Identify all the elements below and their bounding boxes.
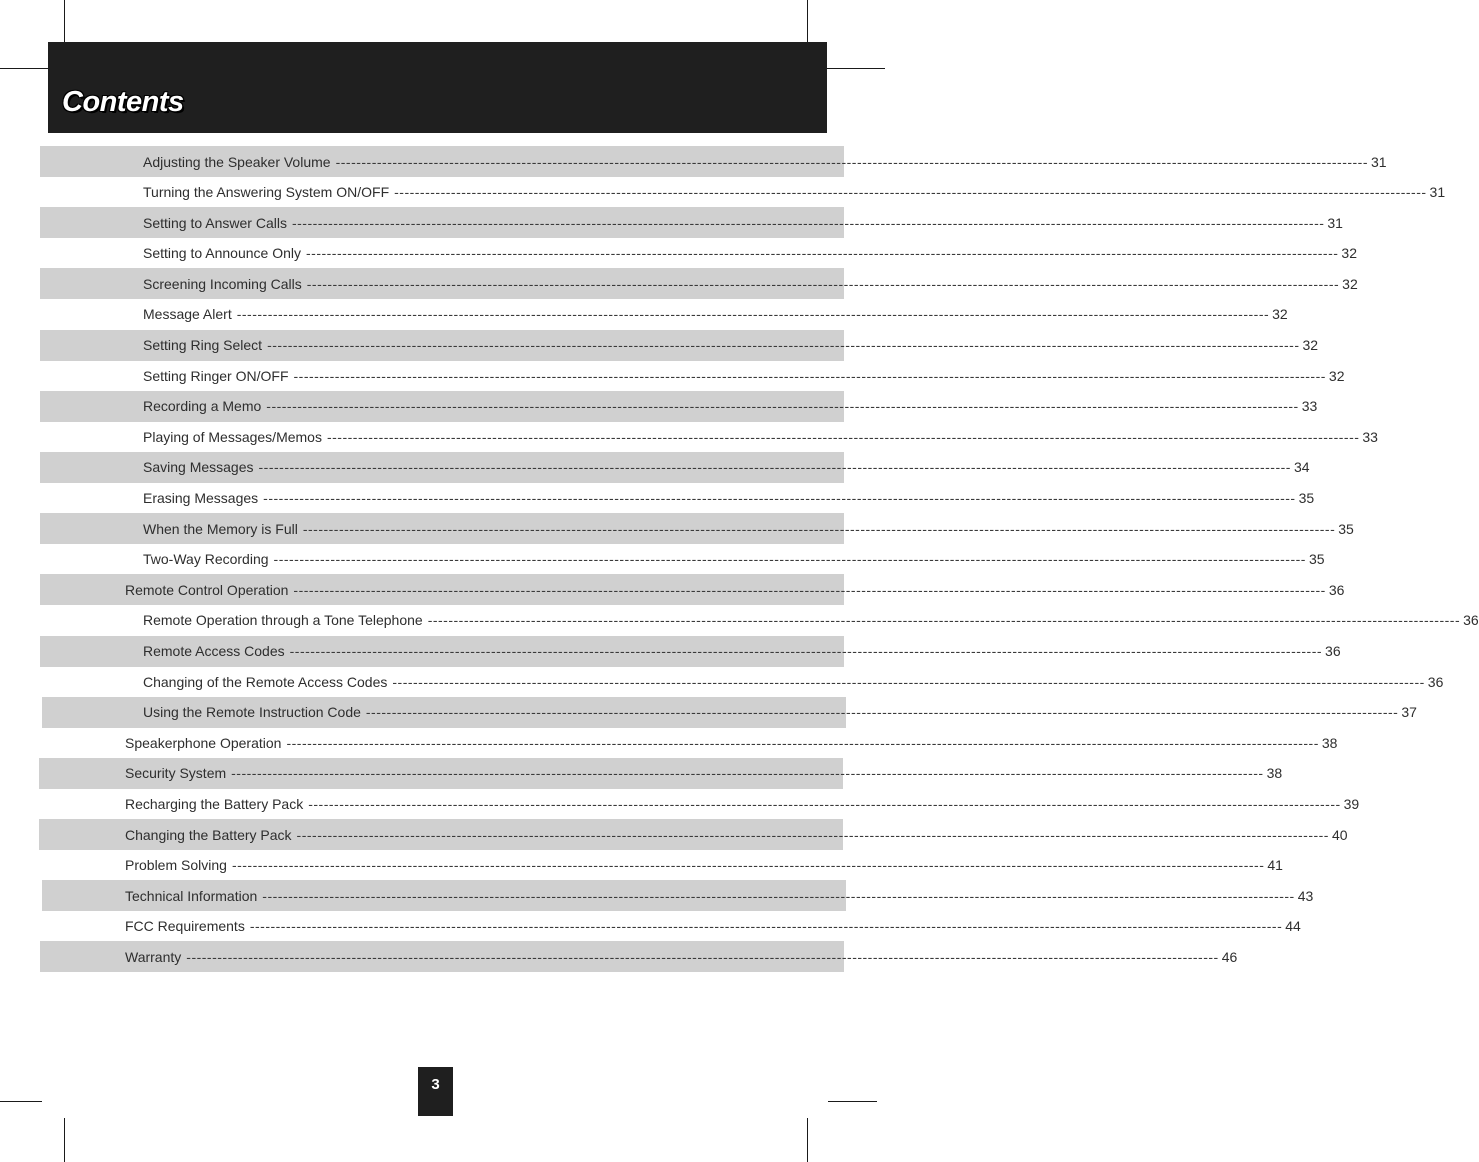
- toc-entry[interactable]: [143, 636, 1341, 667]
- toc-dot-leader: --------------------------------------------------------------------------------------------------------------------------------------------------------------------------------------------------------: [427, 612, 1461, 629]
- crop-mark-bottom-right-horizontal: [828, 1101, 877, 1102]
- toc-row: [0, 819, 1348, 850]
- crop-mark-top-right-horizontal: [827, 68, 885, 69]
- toc-row: [0, 880, 1314, 911]
- crop-mark-top-right-vertical: [807, 0, 808, 42]
- toc-row: [0, 574, 1345, 605]
- toc-entry-page: 32: [1272, 306, 1288, 323]
- crop-mark-bottom-left-vertical: [64, 1118, 65, 1162]
- page-title: Contents: [62, 86, 184, 118]
- toc-row: [0, 911, 1301, 942]
- toc-entry[interactable]: [143, 544, 1325, 575]
- toc-row: [0, 360, 1345, 391]
- toc-entry-label: Setting Ring Select: [143, 337, 263, 354]
- toc-row: [0, 421, 1378, 452]
- toc-row: [0, 758, 1283, 789]
- toc-entry-page: 35: [1338, 520, 1354, 537]
- toc-row: [0, 177, 1446, 208]
- toc-entry[interactable]: [125, 911, 1301, 942]
- toc-entry-page: 33: [1301, 398, 1318, 415]
- toc-entry-label: Security System: [125, 765, 227, 782]
- toc-entry[interactable]: [125, 941, 1238, 972]
- toc-dot-leader: --------------------------------------------------------------------------------------------------------------------------------------------------------------------------------------------------------: [249, 918, 1283, 935]
- toc-entry[interactable]: [125, 880, 1314, 911]
- toc-entry-label: Changing the Battery Pack: [125, 826, 292, 843]
- crop-mark-top-left-horizontal: [0, 68, 48, 69]
- toc-dot-leader: --------------------------------------------------------------------------------------------------------------------------------------------------------------------------------------------------------: [231, 857, 1265, 874]
- toc-entry[interactable]: [143, 452, 1310, 483]
- toc-entry-label: Problem Solving: [125, 857, 227, 874]
- toc-entry[interactable]: [143, 268, 1358, 299]
- toc-entry-page: 37: [1401, 704, 1417, 721]
- toc-row: [0, 268, 1358, 299]
- toc-dot-leader: --------------------------------------------------------------------------------------------------------------------------------------------------------------------------------------------------------: [291, 214, 1325, 231]
- toc-dot-leader: --------------------------------------------------------------------------------------------------------------------------------------------------------------------------------------------------------: [186, 948, 1219, 965]
- toc-entry[interactable]: [143, 697, 1417, 728]
- toc-entry-label: Playing of Messages/Memos: [143, 428, 322, 445]
- toc-dot-leader: --------------------------------------------------------------------------------------------------------------------------------------------------------------------------------------------------------: [231, 765, 1264, 782]
- toc-dot-leader: --------------------------------------------------------------------------------------------------------------------------------------------------------------------------------------------------------: [286, 734, 1319, 751]
- toc-entry[interactable]: [143, 483, 1315, 514]
- toc-row: [0, 544, 1325, 575]
- toc-entry-label: Setting to Answer Calls: [143, 214, 287, 231]
- toc-entry-label: Setting Ringer ON/OFF: [143, 367, 289, 384]
- toc-entry[interactable]: [125, 574, 1345, 605]
- toc-entry-page: 32: [1302, 337, 1319, 354]
- toc-entry-page: 36: [1463, 612, 1479, 629]
- toc-entry-label: Speakerphone Operation: [125, 734, 282, 751]
- toc-entry-page: 31: [1371, 153, 1387, 170]
- table-of-contents: [0, 146, 1479, 972]
- toc-entry-label: Message Alert: [143, 306, 232, 323]
- toc-row: [0, 207, 1343, 238]
- toc-entry-label: Screening Incoming Calls: [143, 275, 302, 292]
- toc-entry-label: Erasing Messages: [143, 490, 259, 507]
- toc-dot-leader: --------------------------------------------------------------------------------------------------------------------------------------------------------------------------------------------------------: [306, 245, 1339, 262]
- toc-entry-label: Saving Messages: [143, 459, 254, 476]
- toc-row: [0, 330, 1319, 361]
- crop-mark-bottom-right-vertical: [807, 1118, 808, 1162]
- toc-entry-page: 32: [1342, 275, 1358, 292]
- toc-entry-label: Changing of the Remote Access Codes: [143, 673, 388, 690]
- toc-row: [0, 146, 1387, 177]
- toc-row: [0, 636, 1341, 667]
- toc-entry[interactable]: [143, 330, 1319, 361]
- toc-dot-leader: --------------------------------------------------------------------------------------------------------------------------------------------------------------------------------------------------------: [326, 428, 1360, 445]
- toc-entry-page: 32: [1328, 367, 1345, 384]
- toc-entry-page: 35: [1298, 490, 1315, 507]
- toc-row: [0, 605, 1479, 636]
- toc-dot-leader: --------------------------------------------------------------------------------------------------------------------------------------------------------------------------------------------------------: [273, 551, 1306, 568]
- toc-entry[interactable]: [125, 727, 1338, 758]
- toc-entry-label: Remote Control Operation: [125, 581, 289, 598]
- toc-entry[interactable]: [143, 421, 1378, 452]
- toc-dot-leader: --------------------------------------------------------------------------------------------------------------------------------------------------------------------------------------------------------: [296, 826, 1329, 843]
- toc-dot-leader: --------------------------------------------------------------------------------------------------------------------------------------------------------------------------------------------------------: [335, 153, 1368, 170]
- toc-entry-label: Adjusting the Speaker Volume: [143, 153, 331, 170]
- toc-dot-leader: --------------------------------------------------------------------------------------------------------------------------------------------------------------------------------------------------------: [293, 581, 1326, 598]
- toc-dot-leader: --------------------------------------------------------------------------------------------------------------------------------------------------------------------------------------------------------: [262, 887, 1295, 904]
- toc-entry[interactable]: [143, 207, 1343, 238]
- toc-row: [0, 788, 1360, 819]
- page-number-box: [418, 1067, 453, 1116]
- toc-entry-label: Remote Access Codes: [143, 643, 285, 659]
- toc-entry-page: 36: [1427, 673, 1444, 690]
- toc-entry-page: 44: [1285, 918, 1301, 935]
- toc-entry-page: 36: [1325, 643, 1341, 659]
- page-number: 3: [431, 1076, 440, 1093]
- toc-entry-page: 35: [1308, 551, 1325, 568]
- toc-entry[interactable]: [143, 146, 1387, 177]
- toc-row: [0, 299, 1288, 330]
- toc-entry[interactable]: [143, 605, 1479, 636]
- toc-entry-page: 32: [1341, 245, 1357, 262]
- toc-dot-leader: --------------------------------------------------------------------------------------------------------------------------------------------------------------------------------------------------------: [365, 704, 1399, 721]
- toc-entry-page: 41: [1267, 857, 1283, 874]
- toc-row: [0, 483, 1315, 514]
- toc-entry-label: Remote Operation through a Tone Telephone: [143, 612, 423, 629]
- toc-dot-leader: --------------------------------------------------------------------------------------------------------------------------------------------------------------------------------------------------------: [302, 520, 1336, 537]
- toc-entry[interactable]: [125, 819, 1348, 850]
- toc-entry[interactable]: [125, 758, 1283, 789]
- toc-entry-page: 36: [1328, 581, 1345, 598]
- toc-row: [0, 391, 1318, 422]
- toc-entry-label: Setting to Announce Only: [143, 245, 301, 262]
- toc-entry-page: 31: [1429, 184, 1446, 201]
- toc-dot-leader: --------------------------------------------------------------------------------------------------------------------------------------------------------------------------------------------------------: [394, 184, 1427, 201]
- toc-row: [0, 513, 1354, 544]
- toc-dot-leader: --------------------------------------------------------------------------------------------------------------------------------------------------------------------------------------------------------: [289, 643, 1323, 659]
- toc-dot-leader: --------------------------------------------------------------------------------------------------------------------------------------------------------------------------------------------------------: [306, 275, 1340, 292]
- toc-entry[interactable]: [143, 666, 1444, 697]
- toc-entry-label: Technical Information: [125, 887, 258, 904]
- toc-entry[interactable]: [125, 850, 1283, 881]
- toc-entry[interactable]: [143, 360, 1345, 391]
- toc-dot-leader: --------------------------------------------------------------------------------------------------------------------------------------------------------------------------------------------------------: [392, 673, 1425, 690]
- toc-entry-label: Using the Remote Instruction Code: [143, 704, 361, 721]
- toc-dot-leader: --------------------------------------------------------------------------------------------------------------------------------------------------------------------------------------------------------: [258, 459, 1291, 476]
- toc-row: [0, 941, 1238, 972]
- toc-dot-leader: --------------------------------------------------------------------------------------------------------------------------------------------------------------------------------------------------------: [236, 306, 1270, 323]
- toc-dot-leader: --------------------------------------------------------------------------------------------------------------------------------------------------------------------------------------------------------: [293, 367, 1326, 384]
- toc-entry[interactable]: [143, 513, 1354, 544]
- toc-entry-page: 40: [1331, 826, 1348, 843]
- toc-entry-label: Turning the Answering System ON/OFF: [143, 184, 390, 201]
- toc-entry-label: Recording a Memo: [143, 398, 262, 415]
- toc-entry[interactable]: [143, 238, 1357, 269]
- toc-entry[interactable]: [143, 177, 1446, 208]
- toc-entry-page: 31: [1327, 214, 1343, 231]
- toc-dot-leader: --------------------------------------------------------------------------------------------------------------------------------------------------------------------------------------------------------: [266, 398, 1299, 415]
- toc-row: [0, 850, 1283, 881]
- toc-entry-label: Warranty: [125, 948, 182, 965]
- toc-dot-leader: --------------------------------------------------------------------------------------------------------------------------------------------------------------------------------------------------------: [263, 490, 1296, 507]
- toc-row: [0, 666, 1444, 697]
- toc-row: [0, 452, 1310, 483]
- toc-entry-label: FCC Requirements: [125, 918, 245, 935]
- toc-entry-label: Recharging the Battery Pack: [125, 795, 304, 812]
- toc-entry[interactable]: [125, 788, 1360, 819]
- toc-entry-label: When the Memory is Full: [143, 520, 298, 537]
- crop-mark-bottom-left-horizontal: [0, 1101, 42, 1102]
- toc-entry-page: 34: [1293, 459, 1310, 476]
- toc-entry[interactable]: [143, 299, 1288, 330]
- toc-row: [0, 238, 1357, 269]
- toc-entry-page: 46: [1221, 948, 1238, 965]
- toc-row: [0, 697, 1417, 728]
- toc-entry-page: 43: [1297, 887, 1314, 904]
- toc-entry-page: 39: [1343, 795, 1360, 812]
- toc-entry[interactable]: [143, 391, 1318, 422]
- toc-dot-leader: --------------------------------------------------------------------------------------------------------------------------------------------------------------------------------------------------------: [308, 795, 1341, 812]
- toc-entry-page: 33: [1362, 428, 1378, 445]
- toc-entry-page: 38: [1266, 765, 1283, 782]
- toc-row: [0, 727, 1338, 758]
- toc-dot-leader: --------------------------------------------------------------------------------------------------------------------------------------------------------------------------------------------------------: [267, 337, 1300, 354]
- toc-entry-page: 38: [1321, 734, 1338, 751]
- toc-entry-label: Two-Way Recording: [143, 551, 269, 568]
- crop-mark-top-left-vertical: [64, 0, 65, 42]
